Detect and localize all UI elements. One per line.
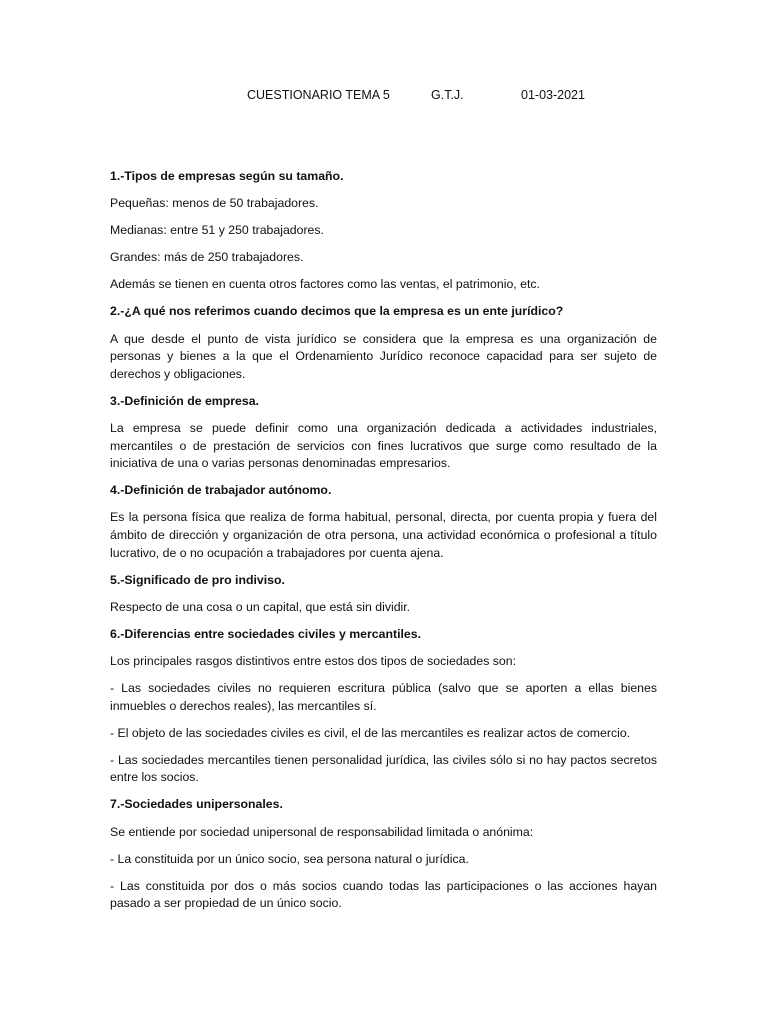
- question-heading: 5.-Significado de pro indiviso.: [110, 572, 285, 587]
- answer-paragraph: A que desde el punto de vista jurídico se considera que la empresa es una organización de personas y bienes a la que el Ordenamiento Jurídico reconoce capacidad para ser sujeto de derechos y obligaciones.: [110, 331, 657, 381]
- header-title: CUESTIONARIO TEMA 5: [247, 88, 390, 102]
- question-heading: 6.-Diferencias entre sociedades civiles y mercantiles.: [110, 626, 422, 641]
- header-initials: G.T.J.: [431, 88, 464, 102]
- answer-paragraph: Medianas: entre 51 y 250 trabajadores.: [110, 223, 324, 238]
- question-heading: 3.-Definición de empresa.: [110, 393, 259, 408]
- answer-paragraph: Se entiende por sociedad unipersonal de responsabilidad limitada o anónima:: [110, 824, 534, 839]
- answer-paragraph: - Las sociedades civiles no requieren escritura pública (salvo que se aporten a ellas bienes inmuebles o derechos reales), las mercantiles sí.: [110, 680, 657, 713]
- answer-paragraph: - El objeto de las sociedades civiles es civil, el de las mercantiles es realizar actos de comercio.: [110, 725, 631, 740]
- document-body: [110, 168, 657, 922]
- answer-paragraph: Además se tienen en cuenta otros factores como las ventas, el patrimonio, etc.: [110, 277, 540, 292]
- question-heading: 1.-Tipos de empresas según su tamaño.: [110, 169, 344, 183]
- question-heading: 7.-Sociedades unipersonales.: [110, 797, 283, 812]
- answer-paragraph: Los principales rasgos distintivos entre estos dos tipos de sociedades son:: [110, 653, 517, 668]
- answer-paragraph: - Las constituida por dos o más socios cuando todas las participaciones o las acciones hayan pasado a ser propiedad de un único socio.: [110, 878, 657, 911]
- answer-paragraph: Respecto de una cosa o un capital, que está sin dividir.: [110, 599, 411, 614]
- document-header: [0, 88, 768, 106]
- question-heading: 2.-¿A qué nos referimos cuando decimos que la empresa es un ente jurídico?: [110, 304, 564, 319]
- answer-paragraph: - Las sociedades mercantiles tienen personalidad jurídica, las civiles sólo si no hay pactos secretos entre los socios.: [110, 752, 657, 785]
- answer-paragraph: La empresa se puede definir como una organización dedicada a actividades industriales, mercantiles o de prestación de servicios con fines lucrativos que surge como resultado de la iniciativa de una o varias personas denominadas empresarios.: [110, 420, 657, 471]
- question-heading: 4.-Definición de trabajador autónomo.: [110, 483, 332, 498]
- answer-paragraph: Es la persona física que realiza de forma habitual, personal, directa, por cuenta propia y fuera del ámbito de dirección y organización de otra persona, una actividad económica o profesional a título lucrativo, de o no ocupación a trabajadores por cuenta ajena.: [110, 510, 657, 560]
- answer-paragraph: Grandes: más de 250 trabajadores.: [110, 250, 304, 265]
- answer-paragraph: Pequeñas: menos de 50 trabajadores.: [110, 196, 319, 211]
- answer-paragraph: - La constituida por un único socio, sea persona natural o jurídica.: [110, 851, 469, 866]
- header-date: 01-03-2021: [521, 88, 585, 102]
